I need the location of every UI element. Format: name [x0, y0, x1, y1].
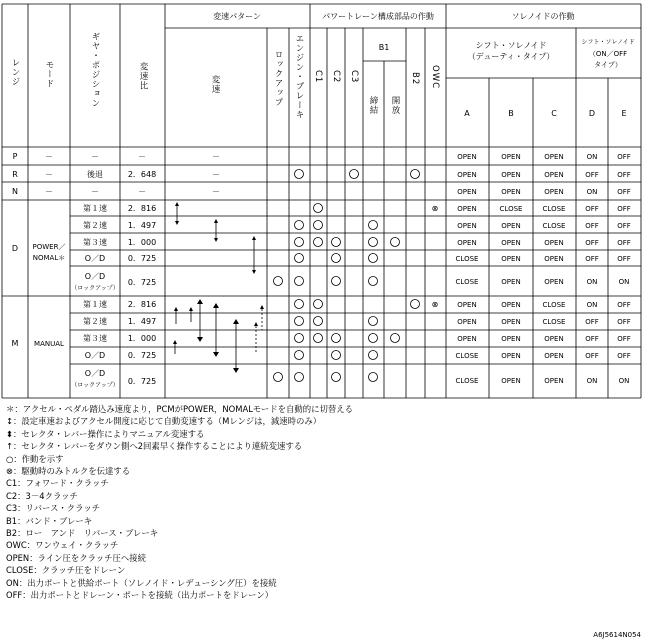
note-item: ＊：アクセル・ペダル踏込み速度より，PCMがPOWER，NOMALモードを自動的に切替える	[6, 404, 354, 414]
range-cell: N	[12, 187, 18, 196]
oneway-mark: ⊗	[431, 204, 439, 213]
sol-a-cell: OPEN	[457, 301, 477, 309]
operation-circle	[295, 351, 304, 360]
lockup-header: ロックアップ	[273, 50, 283, 107]
sol-e-cell: OFF	[617, 153, 631, 161]
row-m-od	[85, 351, 631, 360]
sol-d-cell: OFF	[585, 255, 599, 263]
sol-e-cell: OFF	[617, 171, 631, 179]
sol-c-cell: OPEN	[544, 352, 564, 360]
operation-marks	[274, 170, 420, 382]
operation-circle	[295, 238, 304, 247]
ratio-cell: 2．648	[127, 170, 157, 179]
shift-solenoid-onoff-line3: タイプ）	[594, 61, 622, 69]
operation-circle	[332, 373, 341, 382]
note-item: C1：フォワード・クラッチ	[6, 478, 109, 489]
note-item: ↑：セレクタ・レバーをダウン側へ2回素早く操作することにより連続変速する	[6, 441, 303, 452]
operation-circle	[350, 170, 359, 179]
sol-a-cell: OPEN	[457, 205, 477, 213]
sol-b-cell: OPEN	[501, 222, 521, 230]
note-item: OFF：出力ポートとドレーン・ポートを接続（出力ポートをドレーン）	[6, 590, 274, 601]
sol-d-cell: OFF	[585, 318, 599, 326]
operation-circle	[369, 351, 378, 360]
sol-a-cell: OPEN	[457, 222, 477, 230]
sol-d-header: D	[588, 109, 596, 118]
legend-notes	[6, 403, 636, 602]
gear-ratio-header: 変速比	[138, 62, 148, 91]
operation-circle	[369, 373, 378, 382]
gear-sub-cell: （ロックアップ）	[71, 382, 119, 389]
gear-cell: 第３速	[83, 238, 107, 247]
m-range-cell: M	[11, 339, 19, 348]
sol-c-cell: CLOSE	[542, 301, 566, 309]
sol-c-cell: OPEN	[544, 335, 564, 343]
gear-cell: O／D	[84, 351, 106, 360]
shift-header: 変速	[210, 75, 220, 94]
operation-circle	[332, 238, 341, 247]
operation-circle	[295, 300, 304, 309]
b1-header: B1	[378, 43, 390, 52]
gear-cell: O／D	[84, 254, 106, 263]
sol-e-header: E	[621, 109, 627, 118]
d-mode-line1: POWER／	[32, 243, 66, 251]
sol-b-cell: OPEN	[501, 377, 521, 385]
operation-circle	[295, 221, 304, 230]
sol-c-cell: OPEN	[544, 188, 564, 196]
sol-a-cell: OPEN	[457, 171, 477, 179]
sol-b-cell: OPEN	[501, 239, 521, 247]
row-d-od-lockup	[71, 272, 629, 292]
operation-circle	[314, 334, 323, 343]
operation-circle	[314, 238, 323, 247]
ratio-cell: 1．497	[127, 317, 157, 326]
sol-b-cell: CLOSE	[499, 205, 523, 213]
pattern-cell: －	[212, 170, 220, 179]
sol-d-cell: ON	[586, 153, 598, 161]
mode-cell: －	[45, 187, 53, 196]
ratio-cell: 2．816	[127, 300, 157, 309]
ratio-cell: 0．725	[127, 351, 157, 360]
operation-circle	[369, 221, 378, 230]
note-item: OWC：ワンウェイ・クラッチ	[6, 540, 119, 551]
sol-e-cell: OFF	[617, 205, 631, 213]
operation-circle	[295, 334, 304, 343]
row-d-od	[85, 254, 631, 263]
sol-c-cell: CLOSE	[542, 205, 566, 213]
sol-e-cell: OFF	[617, 318, 631, 326]
sol-e-cell: OFF	[617, 352, 631, 360]
ratio-cell: 0．725	[127, 254, 157, 263]
b1-release-header: 開放	[390, 96, 400, 115]
gear-cell: －	[91, 187, 99, 196]
sol-e-cell: OFF	[617, 188, 631, 196]
sol-d-cell: OFF	[585, 335, 599, 343]
operation-circle	[369, 254, 378, 263]
operation-circle	[314, 204, 323, 213]
sol-e-cell: OFF	[617, 239, 631, 247]
shift-solenoid-onoff-line1: シフト・ソレノイド	[581, 39, 635, 46]
figure-code: A6J5614N054	[593, 631, 641, 639]
sol-b-cell: OPEN	[501, 318, 521, 326]
operation-circle	[314, 221, 323, 230]
shift-pattern-header: 変速パターン	[213, 12, 261, 21]
operation-circle	[411, 170, 420, 179]
sol-d-cell: OFF	[585, 222, 599, 230]
d-range-cell: D	[11, 244, 19, 253]
ratio-cell: 2．816	[127, 204, 157, 213]
mode-header: モード	[44, 60, 54, 89]
gear-cell: O／D	[84, 272, 106, 281]
operation-circle	[369, 238, 378, 247]
sol-d-cell: ON	[586, 188, 598, 196]
operation-circle	[314, 317, 323, 326]
engine-brake-header: エンジン・ブレーキ	[294, 34, 304, 120]
sol-a-cell: CLOSE	[455, 255, 479, 263]
sol-e-cell: OFF	[617, 222, 631, 230]
sol-d-cell: OFF	[585, 239, 599, 247]
operation-circle	[295, 317, 304, 326]
range-cell: P	[12, 152, 18, 161]
sol-a-cell: CLOSE	[455, 352, 479, 360]
ratio-cell: 1．000	[127, 334, 157, 343]
note-item: ON：出力ポートと供給ポート（ソレノイド・レデューシング圧）を接続	[6, 577, 277, 588]
operation-circle	[295, 254, 304, 263]
operation-circle	[274, 277, 283, 286]
operation-circle	[391, 334, 400, 343]
note-item: ⬍：セレクタ・レバー操作によりマニュアル変速する	[6, 428, 205, 439]
c1-header: C1	[313, 70, 323, 84]
row-m-od-lockup	[71, 369, 629, 389]
note-item: ↕：設定車速およびアクセル開度に応じて自動変速する（Mレンジは，減速時のみ）	[6, 416, 322, 427]
sol-e-cell: ON	[618, 278, 630, 286]
operation-circle	[332, 351, 341, 360]
operation-circle	[332, 254, 341, 263]
ratio-cell: 0．725	[127, 278, 157, 287]
sol-a-header: A	[464, 109, 470, 118]
gear-sub-cell: （ロックアップ）	[71, 285, 119, 292]
shift-solenoid-duty-line2: （デューティ・タイプ）	[467, 52, 555, 61]
operation-circle	[411, 300, 420, 309]
sol-e-cell: OFF	[617, 335, 631, 343]
sol-c-cell: OPEN	[544, 377, 564, 385]
d-mode-line2: NOMAL＊	[32, 254, 66, 262]
note-item: ○：作動を示す	[6, 453, 64, 464]
sol-b-cell: OPEN	[501, 335, 521, 343]
pattern-cell: －	[212, 152, 220, 161]
gear-cell: －	[91, 152, 99, 161]
gear-cell: 第３速	[83, 334, 107, 343]
sol-d-cell: OFF	[585, 205, 599, 213]
ratio-cell: －	[138, 152, 146, 161]
gear-cell: 第２速	[83, 317, 107, 326]
gear-cell: O／D	[84, 369, 106, 378]
ratio-cell: 0．725	[127, 377, 157, 386]
range-header: レンジ	[10, 58, 20, 87]
sol-a-cell: OPEN	[457, 153, 477, 161]
shift-solenoid-onoff-line2: （ON／OFF	[588, 50, 628, 58]
ratio-cell: 1．000	[127, 238, 157, 247]
sol-b-cell: OPEN	[501, 188, 521, 196]
sol-d-cell: OFF	[585, 171, 599, 179]
sol-a-cell: CLOSE	[455, 377, 479, 385]
ratio-cell: －	[138, 187, 146, 196]
operation-circle	[295, 170, 304, 179]
operation-circle	[391, 238, 400, 247]
gear-cell: 第１速	[83, 300, 107, 309]
sol-b-cell: OPEN	[501, 352, 521, 360]
range-cell: R	[12, 170, 18, 179]
mode-cell: －	[45, 152, 53, 161]
sol-a-cell: OPEN	[457, 239, 477, 247]
shift-solenoid-duty-line1: シフト・ソレノイド	[475, 41, 547, 50]
sol-c-cell: OPEN	[544, 239, 564, 247]
sol-d-cell: ON	[586, 377, 598, 385]
sol-a-cell: OPEN	[457, 335, 477, 343]
b1-engage-header: 締結	[368, 96, 378, 115]
row-n	[12, 187, 631, 196]
b2-header: B2	[410, 72, 420, 86]
sol-a-cell: OPEN	[457, 188, 477, 196]
sol-b-cell: OPEN	[501, 153, 521, 161]
owc-header: OWC	[430, 65, 440, 90]
powertrain-header: パワートレーン構成部品の作動	[322, 12, 434, 21]
note-item: CLOSE：クラッチ圧をドレーン	[6, 565, 126, 576]
operation-circle	[332, 277, 341, 286]
gear-cell: 第１速	[83, 204, 107, 213]
oneway-mark: ⊗	[431, 300, 439, 309]
m-mode-cell: MANUAL	[34, 340, 64, 348]
operation-circle	[295, 373, 304, 382]
pattern-cell: －	[212, 187, 220, 196]
sol-d-cell: OFF	[585, 352, 599, 360]
sol-c-cell: CLOSE	[542, 318, 566, 326]
sol-c-header: C	[551, 109, 557, 118]
gear-position-header: ギヤ・ポジション	[90, 32, 100, 108]
sol-c-cell: OPEN	[544, 171, 564, 179]
sol-b-cell: OPEN	[501, 278, 521, 286]
gear-cell: 後退	[87, 170, 103, 179]
note-item: OPEN：ライン圧をクラッチ圧へ接続	[6, 552, 147, 563]
operation-circle	[369, 277, 378, 286]
sol-e-cell: OFF	[617, 255, 631, 263]
ratio-cell: 1．497	[127, 221, 157, 230]
operation-circle	[332, 334, 341, 343]
sol-c-cell: OPEN	[544, 278, 564, 286]
solenoid-header: ソレノイドの作動	[511, 12, 575, 21]
operation-circle	[369, 334, 378, 343]
gear-cell: 第２速	[83, 221, 107, 230]
operation-circle	[295, 277, 304, 286]
note-item: ⊗：駆動時のみトルクを伝達する	[6, 466, 131, 477]
note-item: B2：ロー アンド リバース・ブレーキ	[6, 528, 159, 539]
sol-d-cell: ON	[586, 301, 598, 309]
operation-circle	[274, 373, 283, 382]
c3-header: C3	[349, 70, 359, 84]
sol-a-cell: OPEN	[457, 318, 477, 326]
operation-circle	[314, 300, 323, 309]
sol-b-cell: OPEN	[501, 301, 521, 309]
sol-d-cell: ON	[586, 278, 598, 286]
note-item: C2：3－4クラッチ	[6, 490, 78, 501]
row-p	[13, 152, 631, 161]
mode-cell: －	[45, 170, 53, 179]
sol-c-cell: CLOSE	[542, 222, 566, 230]
sol-e-cell: ON	[618, 377, 630, 385]
sol-b-cell: OPEN	[501, 255, 521, 263]
sol-c-cell: OPEN	[544, 153, 564, 161]
note-item: B1：バンド・ブレーキ	[6, 515, 93, 526]
sol-b-cell: OPEN	[501, 171, 521, 179]
note-item: C3：リバース・クラッチ	[6, 503, 101, 514]
sol-c-cell: OPEN	[544, 255, 564, 263]
sol-e-cell: OFF	[617, 301, 631, 309]
sol-a-cell: CLOSE	[455, 278, 479, 286]
c2-header: C2	[331, 70, 341, 84]
sol-b-header: B	[508, 109, 514, 118]
row-r	[12, 169, 631, 179]
operation-circle	[369, 317, 378, 326]
